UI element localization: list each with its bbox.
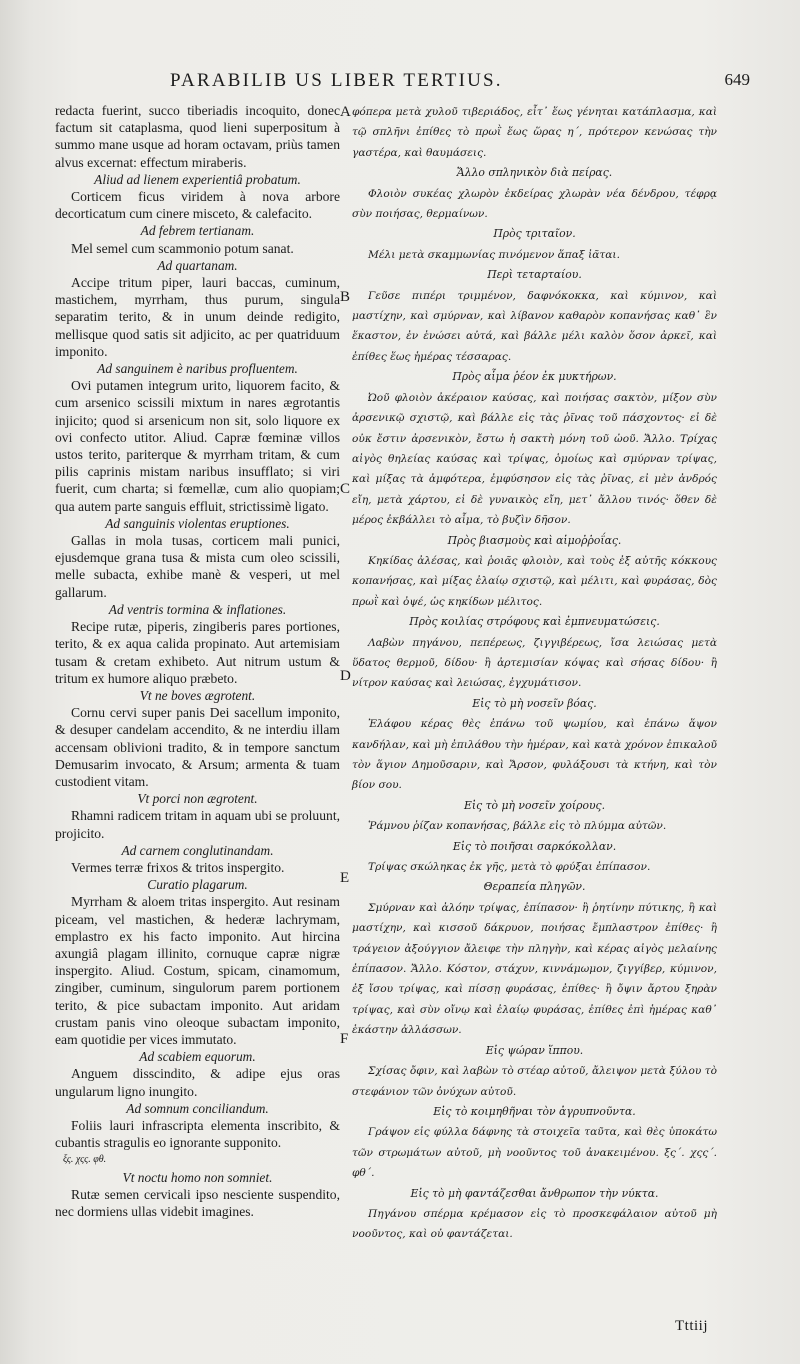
section-heading: Vt porci non ægrotent. xyxy=(137,791,258,807)
paragraph: Recipe rutæ, piperis, zingiberis pares portiones, terito, & ex aqua calida propinato. Aut artemisiam tusam & cretam exhibeto. Aut nitrum ustum & tritum ex humore aliquo præbeto. xyxy=(55,619,340,686)
running-header xyxy=(170,70,750,100)
section-heading: Πρὸς τριταῖον. xyxy=(493,227,576,241)
section-heading: Πρὸς κοιλίας στρόφους καὶ ἐμπνευματώσεις. xyxy=(409,615,660,629)
greek-column xyxy=(352,102,717,1245)
section-heading: Ad quartanam. xyxy=(157,257,238,273)
section-heading: Vt noctu homo non somniet. xyxy=(122,1169,273,1185)
page-number: 649 xyxy=(724,70,750,89)
section-heading: Εἰς τὸ κοιμηθῆναι τὸν ἀγρυπνοῦντα. xyxy=(433,1104,636,1118)
paragraph: Ὠοῦ φλοιὸν ἀκέραιον καύσας, καὶ ποιήσας σακτὸν, μίξον σὺν ἀρσενικῷ σχιστῷ, καὶ βάλλε εἰς τὰς ῥῖνας τοῦ πάσχοντος· εἰ δὲ οὐκ ἔστιν ἀρσενικὸν, ἔστω ἡ σακτὴ μόνη τοῦ ὠοῦ. Ἄλλο. Τρίχας αἰγὸς θηλείας καύσας καὶ τρίψας, ὁμοίως καὶ σμύρναν τρίψας, καὶ μίξας τὰ ἀμφότερα, ἐμφύσησον εἰς τὰς ῥῖνας, εἰ μὲν ἀνδρός εἴη, μετὰ χάρτου, εἰ δὲ γυναικὸς εἴη, μετ᾽ ἄλλου τινός· ὅθεν δὲ μέρος ἐκβάλλει τὸ αἷμα, τὸ βυζὶν δῆσον. xyxy=(352,391,717,527)
section-heading: Ἄλλο σπληνικὸν διὰ πείρας. xyxy=(456,166,613,180)
paragraph: Anguem disscindito, & adipe ejus oras ungularum ligno inungito. xyxy=(55,1066,340,1099)
paragraph: Vermes terræ frixos & tritos inspergito. xyxy=(71,859,285,875)
paragraph: redacta fuerint, succo tiberiadis incoquito, donec factum sit cataplasma, quod lieni superpositum à summo mane usque ad horam octavam, priùs tamen alvus excernat: effectum miraberis. xyxy=(55,103,340,170)
margin-letter-e: E xyxy=(340,870,350,886)
paragraph: Gallas in mola tusas, corticem mali punici, ejusdemque grana tusa & mista cum oleo scissili, melle subacta, exhibe manè & vesperi, ut mel gallarum. xyxy=(55,533,340,600)
paragraph: Mel semel cum scammonio potum sanat. xyxy=(71,240,294,256)
section-heading: Aliud ad lienem experientiâ probatum. xyxy=(94,171,301,187)
paragraph: Ovi putamen integrum urito, liquorem facito, & cum arsenico scissili mixtum in nares ægrotantis injicito; quod si arsenicum non sit, solo liquore ex ovi confecto utitor. Aliud. Capræ fœminæ villos ustos terito, pariterque & myrrham tritam, & cum pilis caprinis mistam naribus insufflato; si viri fuerit, cum charta; si fœmellæ, cum alio quopiam; qua autem parte sanguis effluit, strictissimè ligato. xyxy=(55,378,340,514)
running-title: PARABILIB US LIBER TERTIUS. xyxy=(170,70,503,91)
paragraph: Foliis lauri infrascripta elementa inscribito, & cubantis stragulis eo ignorante supponito. xyxy=(55,1117,340,1151)
section-heading: Vt ne boves ægrotent. xyxy=(139,687,256,703)
paragraph: Λαβὼν πηγάνου, πεπέρεως, ζιγγιβέρεως, ἴσα λειώσας μετὰ ὕδατος θερμοῦ, δίδου· ἢ ἀρτεμισίαν κόψας καὶ σήσας δίδου· ἢ νίτρον καύσας καὶ λειώσας, ἐγχυμάτισον. xyxy=(352,636,717,690)
section-heading: Ad ventris tormina & inflationes. xyxy=(108,601,287,617)
section-heading: Ad sanguinis violentas eruptiones. xyxy=(105,515,290,531)
section-heading: Περὶ τεταρταίου. xyxy=(487,268,582,282)
section-heading: Ad febrem tertianam. xyxy=(140,223,255,239)
paragraph: Κηκίδας ἀλέσας, καὶ ῥοιᾶς φλοιὸν, καὶ τοὺς ἐξ αὐτῆς κόκκους κοπανήσας, καὶ μίξας ἐλαίῳ σχιστῷ, καὶ μέλιτι, καὶ φυράσας, δὸς πρωῒ καὶ ὀψέ, ὡς κηκίδων μέλιτος. xyxy=(352,554,717,608)
paragraph: Myrrham & aloem tritas inspergito. Aut resinam piceam, vel mastichen, & hederæ lachrymam, emplastro ex his facto imponito. Aut hircina axungiâ plagam illinito, cornuque capræ nigræ inspergito. Aliud. Costum, spicam, cinamomum, zingiber, cuminum, singulorum parem portionem terito, & pice subactam imponito. Aut aridam crustam panis vino oleoque subactam imponito, eam quotidie per vices immutato. xyxy=(55,894,340,1047)
paragraph: Σχίσας ὄφιν, καὶ λαβὼν τὸ στέαρ αὐτοῦ, ἄλειψον μετὰ ξύλου τὸ στεφάνιον τῶν ὀνύχων αὐτοῦ. xyxy=(352,1065,717,1098)
paragraph: Corticem ficus viridem à nova arbore decorticatum cum cinere misceto, & calefacito. xyxy=(55,189,340,222)
section-heading: Θεραπεία πληγῶν. xyxy=(483,880,586,894)
section-heading: Ad carnem conglutinandam. xyxy=(121,842,274,858)
margin-letter-b: B xyxy=(340,289,351,305)
section-heading: Εἰς τὸ μὴ νοσεῖν χοίρους. xyxy=(463,798,606,812)
section-heading: Curatio plagarum. xyxy=(147,877,248,893)
margin-letter-f: F xyxy=(340,1031,349,1047)
section-heading: Εἰς τὸ μὴ νοσεῖν βόας. xyxy=(472,696,597,710)
section-heading: Εἰς τὸ ποιῆσαι σαρκόκολλαν. xyxy=(452,839,617,853)
margin-letter-d: D xyxy=(340,668,351,684)
paragraph: Cornu cervi super panis Dei sacellum imponito, & desuper candelam accendito, & ne interdiu illam accensam oblivioni tradito, & in tempore sanctum Demusarim invocato, & Arsum; armenta & tuam custodient vitam. xyxy=(55,705,340,789)
inscription-letters: ξς. χςς. φθ. xyxy=(63,1154,107,1166)
section-heading: Ad somnum conciliandum. xyxy=(126,1100,269,1116)
section-heading: Πρὸς αἷμα ῥέον ἐκ μυκτήρων. xyxy=(452,370,617,384)
paragraph: φόπερα μετὰ χυλοῦ τιβεριάδος, εἶτ᾽ ἕως γένηται κατάπλασμα, καὶ τῷ σπλῆνι ἐπίθες τὸ πρωῒ ἕως ὥρας η΄, πρότερον κενώσας τὴν γαστέρα, καὶ θαυμάσεις. xyxy=(352,106,717,159)
paragraph: Πηγάνου σπέρμα κρέμασον εἰς τὸ προσκεφάλαιον αὐτοῦ μὴ νοοῦντος, καὶ οὐ φαντάζεται. xyxy=(352,1207,717,1241)
section-heading: Εἰς τὸ μὴ φαντάζεσθαι ἄνθρωπον τὴν νύκτα. xyxy=(410,1186,659,1200)
paragraph: Φλοιὸν συκέας χλωρὸν ἐκδείρας χλωρὰν νέα δένδρου, τέφρᾳ σὺν ποιήσας, θερμαίνων. xyxy=(352,187,717,221)
paragraph: Γράψον εἰς φύλλα δάφνης τὰ στοιχεῖα ταῦτα, καὶ θὲς ὑποκάτω τῶν στρωμάτων αὐτοῦ, μὴ νοοῦντος τοῦ ἀνακειμένου. ξς΄. χςς΄. φθ΄. xyxy=(352,1126,717,1180)
section-heading: Ad scabiem equorum. xyxy=(139,1049,256,1065)
margin-letter-c: C xyxy=(340,481,351,497)
section-heading: Πρὸς βιασμοὺς καὶ αἱμοῤῥοΐας. xyxy=(447,533,622,547)
paragraph: Σμύρναν καὶ ἀλόην τρίψας, ἐπίπασον· ἢ ῥητίνην πύτικης, ἢ καὶ μαστίχην, καὶ κισσοῦ δάκρυον, ποιήσας ἔμπλαστρον ἐπίθες· ἢ τράγειον ἀξούγγιον ἄλειφε τὴν πληγὴν, καὶ κέρας αἰγὸς μελαίνης ἐπίπασον. Ἄλλο. Κόστον, στάχυν, κιννάμωμον, ζιγγίβερ, κύμινον, ἐξ ἴσου τρίψας, καὶ πίσσῃ φυράσας, ἐπίθες· ἢ ὄψιν ἄρτου ξηρὰν τρίψας, καὶ σὺν οἴνῳ καὶ ἐλαίῳ φυράσας, ἐπίθες ἐπὶ ἡμέρας καθ᾽ ἑκάστην ἀλλάσσων. xyxy=(352,901,717,1037)
paragraph: Τρίψας σκώληκας ἐκ γῆς, μετὰ τὸ φρύξαι ἐπίπασον. xyxy=(368,861,651,874)
latin-column xyxy=(55,102,340,1220)
paragraph: Accipe tritum piper, lauri baccas, cuminum, mastichem, myrrham, thus purum, singula separatim terito, & in unum deinde redigito, mellisque quod satis sit adjicito, ac per quatriduum imponito. xyxy=(55,275,340,359)
signature-mark: Tttiij xyxy=(675,1318,708,1334)
section-heading: Ad sanguinem è naribus profluentem. xyxy=(97,361,298,377)
paragraph: Ῥάμνου ῥίζαν κοπανήσας, βάλλε εἰς τὸ πλύμμα αὐτῶν. xyxy=(368,820,667,833)
paragraph: Rhamni radicem tritam in aquam ubi se proluunt, projicito. xyxy=(55,808,340,841)
paragraph: Μέλι μετὰ σκαμμωνίας πινόμενον ἅπαξ ἰᾶται. xyxy=(368,248,620,261)
paragraph: Γεῦσε πιπέρι τριμμένον, δαφνόκοκκα, καὶ κύμινον, καὶ μαστίχην, καὶ σμύρναν, καὶ λίβανον καθαρὸν κοπανήσας καθ᾽ ἓν ἕκαστον, ἐν ἑνώσει αὐτά, καὶ βάλλε μέλι καλὸν ὅσον ἀρκεῖ, καὶ ἐπίθες ἕως ἡμέρας τέσσαρας. xyxy=(352,289,717,363)
margin-letter-a: A xyxy=(340,104,351,120)
section-heading: Εἰς ψώραν ἵππου. xyxy=(485,1043,584,1057)
paragraph: Ἐλάφου κέρας θὲς ἐπάνω τοῦ ψωμίου, καὶ ἐπάνω ἅψον κανδήλαν, καὶ μὴ ἐπιλάθου τὴν ἡμέραν, καὶ κατὰ χρόνον ἐπικαλοῦ τὸν ἅγιον Δημοῦσαριν, καὶ Ἄρσον, φυλάξουσι τὰ κτήνη, καὶ τὸν βίον σου. xyxy=(352,718,717,792)
paragraph: Rutæ semen cervicali ipso nesciente suspendito, nec dormiens ullas videbit imagines. xyxy=(55,1186,340,1219)
